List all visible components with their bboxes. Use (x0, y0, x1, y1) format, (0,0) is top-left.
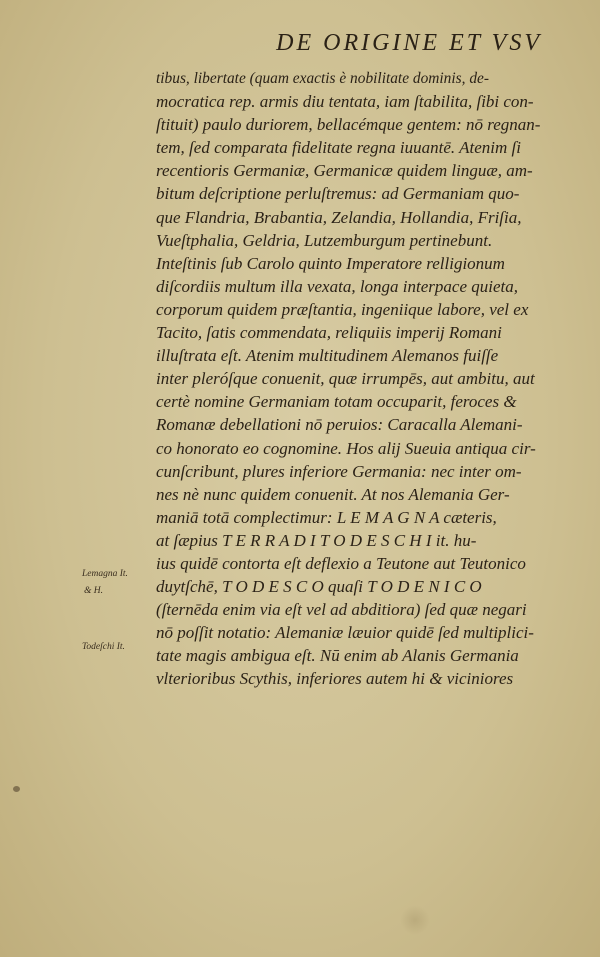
text-line: nō poſſit notatio: Alemaniæ læuior quidē ſed multiplici- (156, 623, 534, 643)
text-line: co honorato eo cognomine. Hos alij Sueuia antiqua cir- (156, 438, 536, 458)
text-line: certè nomine Germaniam totam occuparit, feroces & (156, 392, 517, 412)
text-line: Inteſtinis ſub Carolo quinto Imperatore relligionum (156, 253, 505, 273)
text-line: Vueſtphalia, Geldria, Lutzemburgum pertinebunt. (156, 230, 493, 250)
text-line: Tacito, ſatis commendata, reliquiis imperij Romani (156, 323, 502, 343)
text-line: tibus, libertate (quam exactis è nobilitate dominis, de- (156, 70, 489, 87)
text-line: maniā totā complectimur: L E M A G N A cæteris, (156, 507, 497, 527)
text-line: mocratica rep. armis diu tentata, iam ſtabilita, ſibi con- (156, 92, 534, 112)
text-line: tate magis ambigua eſt. Nū enim ab Alanis Germania (156, 646, 519, 666)
text-line: inter pleróſque conuenit, quæ irrumpēs, aut ambitu, aut (156, 369, 535, 389)
text-line: diſcordiis multum illa vexata, longa interpace quieta, (156, 276, 518, 296)
text-line: nes nè nunc quidem conuenit. At nos Alemania Ger- (156, 484, 510, 504)
text-line: cunſcribunt, plures inferiore Germania: nec inter om- (156, 461, 522, 481)
text-line: ius quidē contorta eſt deflexio a Teutone aut Teutonico (156, 553, 526, 573)
text-line: Romanæ debellationi nō peruios: Caracalla Alemani- (156, 415, 523, 435)
text-line: illuſtrata eſt. Atenim multitudinem Alemanos fuiſſe (156, 346, 499, 366)
margin-note-todeschi: Todeſchi It. (82, 642, 125, 652)
text-line: duytſchē, T O D E S C O quaſi T O D E N I C O (156, 577, 482, 597)
paper-stain (400, 905, 430, 935)
body-text (156, 67, 574, 691)
running-title: DE ORIGINE ET VSV (276, 30, 542, 56)
text-line: recentioris Germaniæ, Germanicæ quidem linguæ, am- (156, 161, 533, 181)
margin-note-lemagna-h: & H. (84, 586, 103, 596)
text-line: ſtituit) paulo duriorem, bellacémque gentem: nō regnan- (156, 115, 541, 135)
text-line: corporum quidem præſtantia, ingeniique labore, vel ex (156, 299, 529, 319)
text-line: tem, ſed comparata fidelitate regna iuuantē. Atenim ſi (156, 138, 521, 158)
ink-smudge (13, 786, 20, 792)
text-line: que Flandria, Brabantia, Zelandia, Hollandia, Friſia, (156, 207, 522, 227)
text-line: (ſternēda enim via eſt vel ad abditiora) ſed quæ negari (156, 600, 527, 620)
margin-note-lemagna: Lemagna It. (82, 569, 128, 579)
text-line: at ſæpius T E R R A D I T O D E S C H I it. hu- (156, 530, 477, 550)
text-line: bitum deſcriptione perluſtremus: ad Germaniam quo- (156, 184, 520, 204)
text-line: vlterioribus Scythis, inferiores autem hi & viciniores (156, 669, 514, 689)
